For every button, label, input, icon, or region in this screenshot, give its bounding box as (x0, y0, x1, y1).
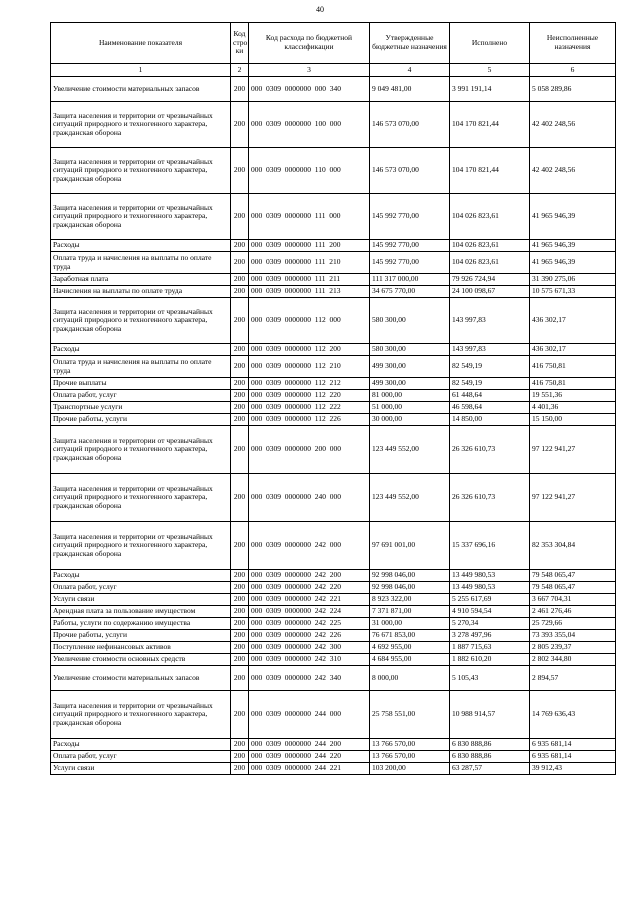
row-unexecuted-amount: 25 729,66 (530, 618, 616, 630)
row-executed-amount: 63 287,57 (450, 763, 530, 775)
row-line-code: 200 (231, 630, 249, 642)
row-unexecuted-amount: 14 769 636,43 (530, 691, 616, 739)
row-line-code: 200 (231, 77, 249, 102)
row-unexecuted-amount: 97 122 941,27 (530, 474, 616, 522)
row-executed-amount: 14 850,00 (450, 414, 530, 426)
row-kbk-code: 000 0309 0000000 100 000 (249, 102, 370, 148)
row-name: Услуги связи (51, 594, 231, 606)
row-unexecuted-amount: 416 750,81 (530, 356, 616, 378)
row-kbk-code: 000 0309 0000000 242 200 (249, 570, 370, 582)
row-kbk-code: 000 0309 0000000 242 220 (249, 582, 370, 594)
table-row (51, 474, 616, 522)
row-approved-amount: 123 449 552,00 (370, 426, 450, 474)
row-line-code: 200 (231, 642, 249, 654)
row-approved-amount: 111 317 000,00 (370, 274, 450, 286)
row-line-code: 200 (231, 739, 249, 751)
row-line-code: 200 (231, 522, 249, 570)
row-name: Оплата работ, услуг (51, 582, 231, 594)
header-name: Наименование показателя (51, 23, 231, 64)
row-approved-amount: 31 000,00 (370, 618, 450, 630)
row-unexecuted-amount: 79 548 065,47 (530, 570, 616, 582)
row-line-code: 200 (231, 402, 249, 414)
row-line-code: 200 (231, 666, 249, 691)
row-kbk-code: 000 0309 0000000 242 225 (249, 618, 370, 630)
row-executed-amount: 3 278 497,96 (450, 630, 530, 642)
row-executed-amount: 5 105,43 (450, 666, 530, 691)
column-number: 4 (370, 64, 450, 77)
table-row (51, 582, 616, 594)
row-kbk-code: 000 0309 0000000 242 224 (249, 606, 370, 618)
row-unexecuted-amount: 31 390 275,06 (530, 274, 616, 286)
header-unexecuted: Неисполненные назначения (530, 23, 616, 64)
row-line-code: 200 (231, 570, 249, 582)
row-executed-amount: 61 448,64 (450, 390, 530, 402)
row-line-code: 200 (231, 148, 249, 194)
table-row (51, 414, 616, 426)
row-name: Транспортные услуги (51, 402, 231, 414)
row-kbk-code: 000 0309 0000000 240 000 (249, 474, 370, 522)
table-body (51, 77, 616, 775)
row-kbk-code: 000 0309 0000000 242 221 (249, 594, 370, 606)
row-line-code: 200 (231, 298, 249, 344)
row-approved-amount: 97 691 001,00 (370, 522, 450, 570)
row-unexecuted-amount: 4 401,36 (530, 402, 616, 414)
table-row (51, 148, 616, 194)
row-executed-amount: 104 170 821,44 (450, 102, 530, 148)
row-kbk-code: 000 0309 0000000 242 300 (249, 642, 370, 654)
row-name: Расходы (51, 739, 231, 751)
row-line-code: 200 (231, 240, 249, 252)
row-unexecuted-amount: 82 353 304,84 (530, 522, 616, 570)
row-executed-amount: 104 170 821,44 (450, 148, 530, 194)
row-unexecuted-amount: 42 402 248,56 (530, 102, 616, 148)
row-approved-amount: 9 049 481,00 (370, 77, 450, 102)
row-kbk-code: 000 0309 0000000 112 212 (249, 378, 370, 390)
row-executed-amount: 4 910 594,54 (450, 606, 530, 618)
row-executed-amount: 82 549,19 (450, 378, 530, 390)
row-unexecuted-amount: 6 935 681,14 (530, 751, 616, 763)
table-row (51, 77, 616, 102)
table-row (51, 630, 616, 642)
row-line-code: 200 (231, 582, 249, 594)
row-line-code: 200 (231, 344, 249, 356)
row-line-code: 200 (231, 654, 249, 666)
row-line-code: 200 (231, 286, 249, 298)
table-row (51, 286, 616, 298)
table-row (51, 751, 616, 763)
row-unexecuted-amount: 10 575 671,33 (530, 286, 616, 298)
row-approved-amount: 25 758 551,00 (370, 691, 450, 739)
row-unexecuted-amount: 436 302,17 (530, 298, 616, 344)
row-unexecuted-amount: 19 551,36 (530, 390, 616, 402)
row-line-code: 200 (231, 426, 249, 474)
row-approved-amount: 92 998 046,00 (370, 570, 450, 582)
column-number: 2 (231, 64, 249, 77)
table-row (51, 194, 616, 240)
row-kbk-code: 000 0309 0000000 244 000 (249, 691, 370, 739)
row-executed-amount: 104 026 823,61 (450, 240, 530, 252)
row-unexecuted-amount: 97 122 941,27 (530, 426, 616, 474)
row-name: Увеличение стоимости материальных запасов (51, 666, 231, 691)
row-line-code: 200 (231, 763, 249, 775)
row-line-code: 200 (231, 751, 249, 763)
row-kbk-code: 000 0309 0000000 110 000 (249, 148, 370, 194)
column-number: 5 (450, 64, 530, 77)
row-line-code: 200 (231, 378, 249, 390)
row-unexecuted-amount: 2 805 239,37 (530, 642, 616, 654)
row-line-code: 200 (231, 356, 249, 378)
row-name: Расходы (51, 344, 231, 356)
row-executed-amount: 143 997,83 (450, 344, 530, 356)
row-name: Увеличение стоимости материальных запасов (51, 77, 231, 102)
row-executed-amount: 1 882 610,20 (450, 654, 530, 666)
row-name: Защита населения и территории от чрезвычайных ситуаций природного и техногенного характера, гражданская оборона (51, 148, 231, 194)
row-name: Защита населения и территории от чрезвычайных ситуаций природного и техногенного характера, гражданская оборона (51, 474, 231, 522)
header-executed: Исполнено (450, 23, 530, 64)
row-line-code: 200 (231, 252, 249, 274)
row-approved-amount: 92 998 046,00 (370, 582, 450, 594)
row-approved-amount: 499 300,00 (370, 356, 450, 378)
row-kbk-code: 000 0309 0000000 244 220 (249, 751, 370, 763)
row-name: Оплата труда и начисления на выплаты по оплате труда (51, 356, 231, 378)
row-executed-amount: 26 326 610,73 (450, 474, 530, 522)
table-row (51, 606, 616, 618)
table-row (51, 666, 616, 691)
table-row (51, 240, 616, 252)
budget-execution-table (50, 22, 616, 775)
table-row (51, 356, 616, 378)
header-code: Код стро ки (231, 23, 249, 64)
row-line-code: 200 (231, 474, 249, 522)
row-unexecuted-amount: 42 402 248,56 (530, 148, 616, 194)
table-row (51, 402, 616, 414)
table-row (51, 522, 616, 570)
table-row (51, 594, 616, 606)
row-executed-amount: 24 100 098,67 (450, 286, 530, 298)
row-name: Арендная плата за пользование имуществом (51, 606, 231, 618)
table-row (51, 344, 616, 356)
table-row (51, 252, 616, 274)
column-number: 3 (249, 64, 370, 77)
row-unexecuted-amount: 2 894,57 (530, 666, 616, 691)
row-kbk-code: 000 0309 0000000 111 211 (249, 274, 370, 286)
table-row (51, 102, 616, 148)
row-unexecuted-amount: 41 965 946,39 (530, 194, 616, 240)
row-line-code: 200 (231, 194, 249, 240)
row-kbk-code: 000 0309 0000000 244 200 (249, 739, 370, 751)
row-unexecuted-amount: 41 965 946,39 (530, 240, 616, 252)
row-approved-amount: 51 000,00 (370, 402, 450, 414)
row-kbk-code: 000 0309 0000000 111 200 (249, 240, 370, 252)
row-kbk-code: 000 0309 0000000 112 000 (249, 298, 370, 344)
row-unexecuted-amount: 416 750,81 (530, 378, 616, 390)
row-unexecuted-amount: 3 667 704,31 (530, 594, 616, 606)
row-name: Оплата работ, услуг (51, 390, 231, 402)
row-unexecuted-amount: 79 548 065,47 (530, 582, 616, 594)
table-row (51, 739, 616, 751)
row-kbk-code: 000 0309 0000000 112 226 (249, 414, 370, 426)
column-number: 6 (530, 64, 616, 77)
row-name: Заработная плата (51, 274, 231, 286)
row-executed-amount: 79 926 724,94 (450, 274, 530, 286)
table-row (51, 274, 616, 286)
row-approved-amount: 13 766 570,00 (370, 739, 450, 751)
row-name: Увеличение стоимости основных средств (51, 654, 231, 666)
row-kbk-code: 000 0309 0000000 111 210 (249, 252, 370, 274)
row-unexecuted-amount: 73 393 355,04 (530, 630, 616, 642)
row-line-code: 200 (231, 390, 249, 402)
row-unexecuted-amount: 5 058 289,86 (530, 77, 616, 102)
row-name: Прочие работы, услуги (51, 630, 231, 642)
row-unexecuted-amount: 41 965 946,39 (530, 252, 616, 274)
table-row (51, 390, 616, 402)
row-approved-amount: 103 200,00 (370, 763, 450, 775)
row-line-code: 200 (231, 102, 249, 148)
row-name: Поступление нефинансовых активов (51, 642, 231, 654)
table-row (51, 642, 616, 654)
row-executed-amount: 1 887 715,63 (450, 642, 530, 654)
row-name: Услуги связи (51, 763, 231, 775)
row-approved-amount: 580 300,00 (370, 298, 450, 344)
row-name: Защита населения и территории от чрезвычайных ситуаций природного и техногенного характера, гражданская оборона (51, 522, 231, 570)
header-approved: Утвержденные бюджетные назначения (370, 23, 450, 64)
row-approved-amount: 7 371 871,00 (370, 606, 450, 618)
row-line-code: 200 (231, 606, 249, 618)
row-approved-amount: 145 992 770,00 (370, 194, 450, 240)
row-executed-amount: 3 991 191,14 (450, 77, 530, 102)
table-row (51, 691, 616, 739)
row-unexecuted-amount: 15 150,00 (530, 414, 616, 426)
row-name: Защита населения и территории от чрезвычайных ситуаций природного и техногенного характера, гражданская оборона (51, 426, 231, 474)
row-line-code: 200 (231, 618, 249, 630)
row-executed-amount: 15 337 696,16 (450, 522, 530, 570)
table-row (51, 763, 616, 775)
row-executed-amount: 13 449 980,53 (450, 570, 530, 582)
table-row (51, 618, 616, 630)
row-name: Прочие выплаты (51, 378, 231, 390)
row-approved-amount: 146 573 070,00 (370, 148, 450, 194)
row-approved-amount: 30 000,00 (370, 414, 450, 426)
row-executed-amount: 13 449 980,53 (450, 582, 530, 594)
row-kbk-code: 000 0309 0000000 244 221 (249, 763, 370, 775)
row-name: Защита населения и территории от чрезвычайных ситуаций природного и техногенного характера, гражданская оборона (51, 298, 231, 344)
row-kbk-code: 000 0309 0000000 242 310 (249, 654, 370, 666)
row-kbk-code: 000 0309 0000000 111 213 (249, 286, 370, 298)
row-line-code: 200 (231, 414, 249, 426)
row-approved-amount: 123 449 552,00 (370, 474, 450, 522)
row-unexecuted-amount: 436 302,17 (530, 344, 616, 356)
row-unexecuted-amount: 39 912,43 (530, 763, 616, 775)
row-executed-amount: 46 598,64 (450, 402, 530, 414)
row-executed-amount: 104 026 823,61 (450, 252, 530, 274)
row-kbk-code: 000 0309 0000000 242 000 (249, 522, 370, 570)
row-kbk-code: 000 0309 0000000 242 340 (249, 666, 370, 691)
row-kbk-code: 000 0309 0000000 000 340 (249, 77, 370, 102)
column-number-row (51, 64, 616, 77)
row-name: Оплата труда и начисления на выплаты по оплате труда (51, 252, 231, 274)
row-kbk-code: 000 0309 0000000 111 000 (249, 194, 370, 240)
row-name: Прочие работы, услуги (51, 414, 231, 426)
row-approved-amount: 4 684 955,00 (370, 654, 450, 666)
column-number: 1 (51, 64, 231, 77)
row-approved-amount: 499 300,00 (370, 378, 450, 390)
row-line-code: 200 (231, 594, 249, 606)
row-approved-amount: 8 000,00 (370, 666, 450, 691)
page-number: 40 (316, 5, 324, 14)
row-executed-amount: 5 255 617,69 (450, 594, 530, 606)
header-kbk: Код расхода по бюджетной классификации (249, 23, 370, 64)
row-approved-amount: 13 766 570,00 (370, 751, 450, 763)
row-executed-amount: 104 026 823,61 (450, 194, 530, 240)
row-kbk-code: 000 0309 0000000 242 226 (249, 630, 370, 642)
row-unexecuted-amount: 2 461 276,46 (530, 606, 616, 618)
row-name: Защита населения и территории от чрезвычайных ситуаций природного и техногенного характера, гражданская оборона (51, 194, 231, 240)
row-kbk-code: 000 0309 0000000 200 000 (249, 426, 370, 474)
row-executed-amount: 10 988 914,57 (450, 691, 530, 739)
row-executed-amount: 26 326 610,73 (450, 426, 530, 474)
table-row (51, 426, 616, 474)
row-name: Защита населения и территории от чрезвычайных ситуаций природного и техногенного характера, гражданская оборона (51, 691, 231, 739)
row-line-code: 200 (231, 274, 249, 286)
row-line-code: 200 (231, 691, 249, 739)
row-kbk-code: 000 0309 0000000 112 210 (249, 356, 370, 378)
row-executed-amount: 6 830 888,86 (450, 739, 530, 751)
row-approved-amount: 145 992 770,00 (370, 240, 450, 252)
row-approved-amount: 76 671 853,00 (370, 630, 450, 642)
row-name: Защита населения и территории от чрезвычайных ситуаций природного и техногенного характера, гражданская оборона (51, 102, 231, 148)
row-name: Расходы (51, 570, 231, 582)
row-kbk-code: 000 0309 0000000 112 200 (249, 344, 370, 356)
row-approved-amount: 81 000,00 (370, 390, 450, 402)
row-executed-amount: 82 549,19 (450, 356, 530, 378)
row-name: Работы, услуги по содержанию имущества (51, 618, 231, 630)
row-unexecuted-amount: 2 802 344,80 (530, 654, 616, 666)
header-row (51, 23, 616, 64)
row-executed-amount: 6 830 888,86 (450, 751, 530, 763)
row-kbk-code: 000 0309 0000000 112 220 (249, 390, 370, 402)
table-row (51, 654, 616, 666)
row-approved-amount: 8 923 322,00 (370, 594, 450, 606)
row-executed-amount: 143 997,83 (450, 298, 530, 344)
row-approved-amount: 4 692 955,00 (370, 642, 450, 654)
row-executed-amount: 5 270,34 (450, 618, 530, 630)
row-approved-amount: 145 992 770,00 (370, 252, 450, 274)
row-name: Начисления на выплаты по оплате труда (51, 286, 231, 298)
row-approved-amount: 146 573 070,00 (370, 102, 450, 148)
row-kbk-code: 000 0309 0000000 112 222 (249, 402, 370, 414)
table-row (51, 378, 616, 390)
table-row (51, 570, 616, 582)
row-name: Оплата работ, услуг (51, 751, 231, 763)
row-approved-amount: 580 300,00 (370, 344, 450, 356)
row-name: Расходы (51, 240, 231, 252)
row-approved-amount: 34 675 770,00 (370, 286, 450, 298)
table-row (51, 298, 616, 344)
row-unexecuted-amount: 6 935 681,14 (530, 739, 616, 751)
